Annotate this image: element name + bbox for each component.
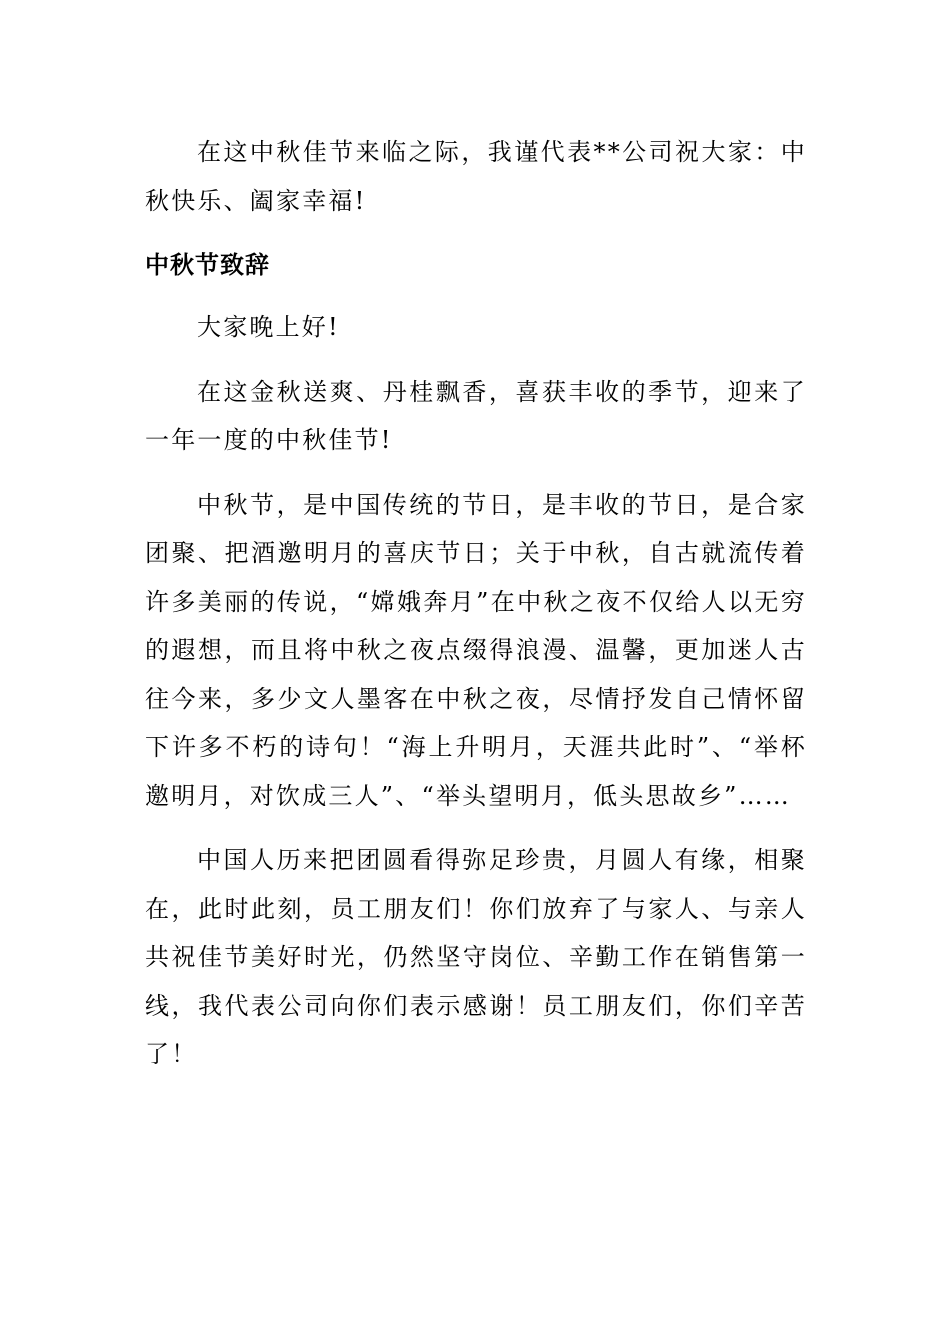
- document-page: [145, 128, 807, 1095]
- greeting-paragraph: 大家晚上好!: [197, 313, 340, 341]
- season-paragraph: 在这金秋送爽、丹桂飘香，喜获丰收的季节，迎来了一年一度的中秋佳节!: [145, 377, 807, 454]
- section-heading: 中秋节致辞: [145, 251, 270, 279]
- intro-paragraph: 在这中秋佳节来临之际，我谨代表**公司祝大家：中秋快乐、阖家幸福!: [145, 138, 807, 215]
- thanks-paragraph: 中国人历来把团圆看得弥足珍贵，月圆人有缘，相聚在，此时此刻，员工朋友们！你们放弃了与家人、与亲人共祝佳节美好时光，仍然坚守岗位、辛勤工作在销售第一线，我代表公司向你们表示感谢！员工朋友们，你们辛苦了！: [145, 846, 807, 1068]
- tradition-paragraph: 中秋节，是中国传统的节日，是丰收的节日，是合家团聚、把酒邀明月的喜庆节日；关于中秋，自古就流传着许多美丽的传说，“嫦娥奔月”在中秋之夜不仅给人以无穷的遐想，而且将中秋之夜点缀得浪漫、温馨，更加迷人古往今来，多少文人墨客在中秋之夜，尽情抒发自己情怀留下许多不朽的诗句！“海上升明月，天涯共此时”、“举杯邀明月，对饮成三人”、“举头望明月，低头思故乡”……: [145, 490, 807, 810]
